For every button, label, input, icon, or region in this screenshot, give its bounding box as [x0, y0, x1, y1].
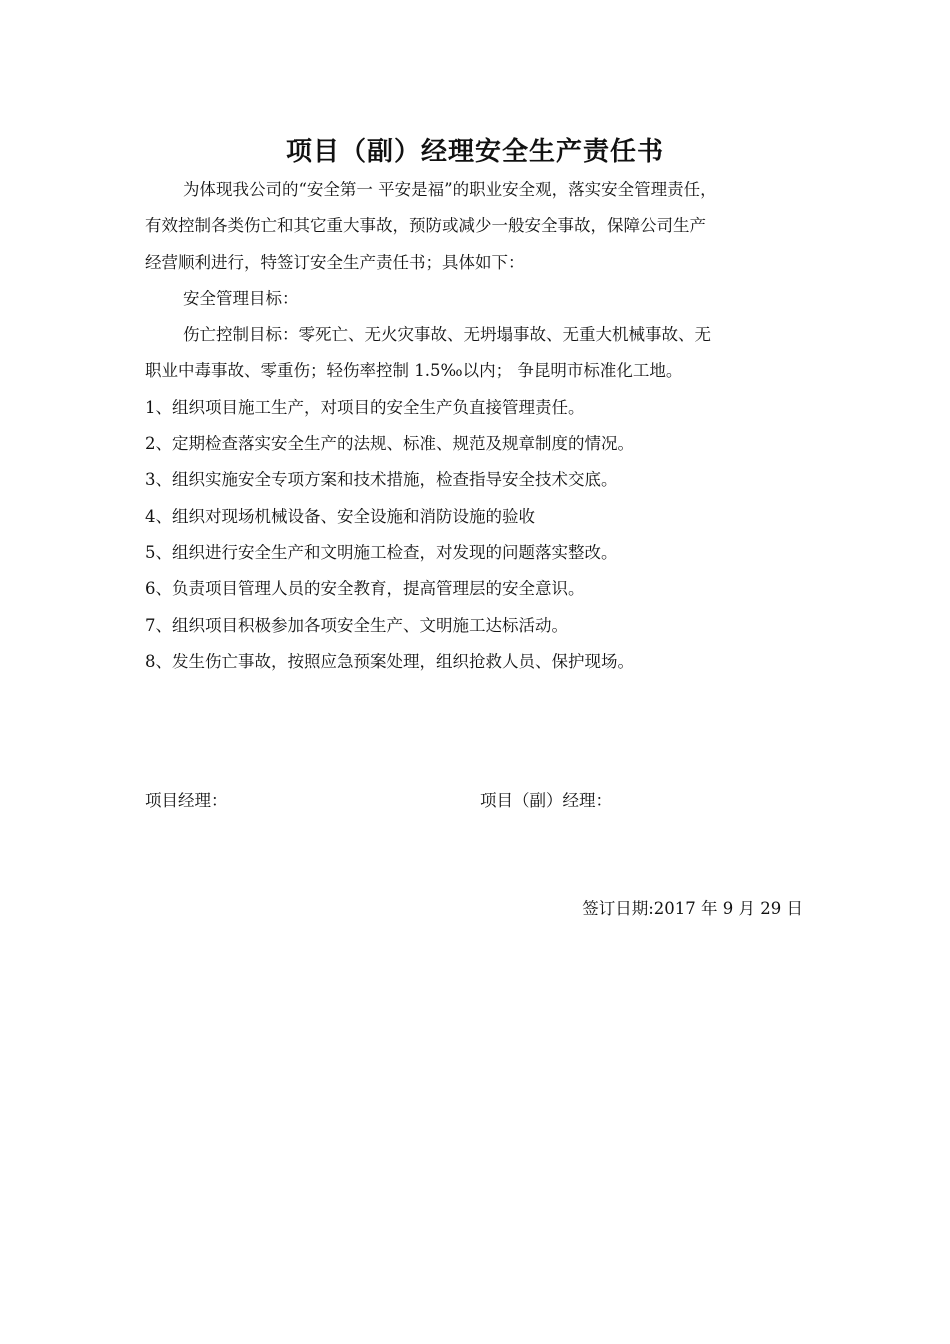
responsibility-item: 3、组织实施安全专项方案和技术措施，检查指导安全技术交底。	[145, 470, 618, 490]
responsibility-item: 5、组织进行安全生产和文明施工检查，对发现的问题落实整改。	[145, 542, 618, 562]
deputy-manager-signature-label: 项目（副）经理：	[480, 791, 612, 810]
goal-line: 职业中毒事故、零重伤；轻伤率控制 1.5‰以内； 争昆明市标准化工地。	[145, 361, 683, 381]
document-title: 项目（副）经理安全生产责任书	[285, 137, 664, 167]
responsibility-item: 7、组织项目积极参加各项安全生产、文明施工达标活动。	[145, 615, 568, 635]
responsibility-item: 2、定期检查落实安全生产的法规、标准、规范及规章制度的情况。	[145, 434, 634, 454]
sign-date: 签订日期:2017 年 9 月 29 日	[582, 899, 803, 918]
intro-line: 有效控制各类伤亡和其它重大事故，预防或减少一般安全事故，保障公司生产	[145, 216, 706, 236]
responsibility-item: 4、组织对现场机械设备、安全设施和消防设施的验收	[145, 506, 535, 526]
responsibility-item: 1、组织项目施工生产，对项目的安全生产负直接管理责任。	[145, 397, 585, 417]
responsibility-item: 8、发生伤亡事故，按照应急预案处理，组织抢救人员、保护现场。	[145, 651, 634, 671]
goal-heading: 安全管理目标：	[183, 288, 299, 308]
project-manager-signature-label: 项目经理：	[145, 791, 228, 810]
document-body	[145, 172, 810, 680]
goal-line: 伤亡控制目标：零死亡、无火灾事故、无坍塌事故、无重大机械事故、无	[183, 325, 711, 345]
responsibility-item: 6、负责项目管理人员的安全教育，提高管理层的安全意识。	[145, 579, 585, 599]
intro-line: 为体现我公司的“安全第一 平安是福”的职业安全观，落实安全管理责任，	[183, 180, 717, 199]
intro-line: 经营顺利进行，特签订安全生产责任书；具体如下：	[145, 252, 525, 272]
